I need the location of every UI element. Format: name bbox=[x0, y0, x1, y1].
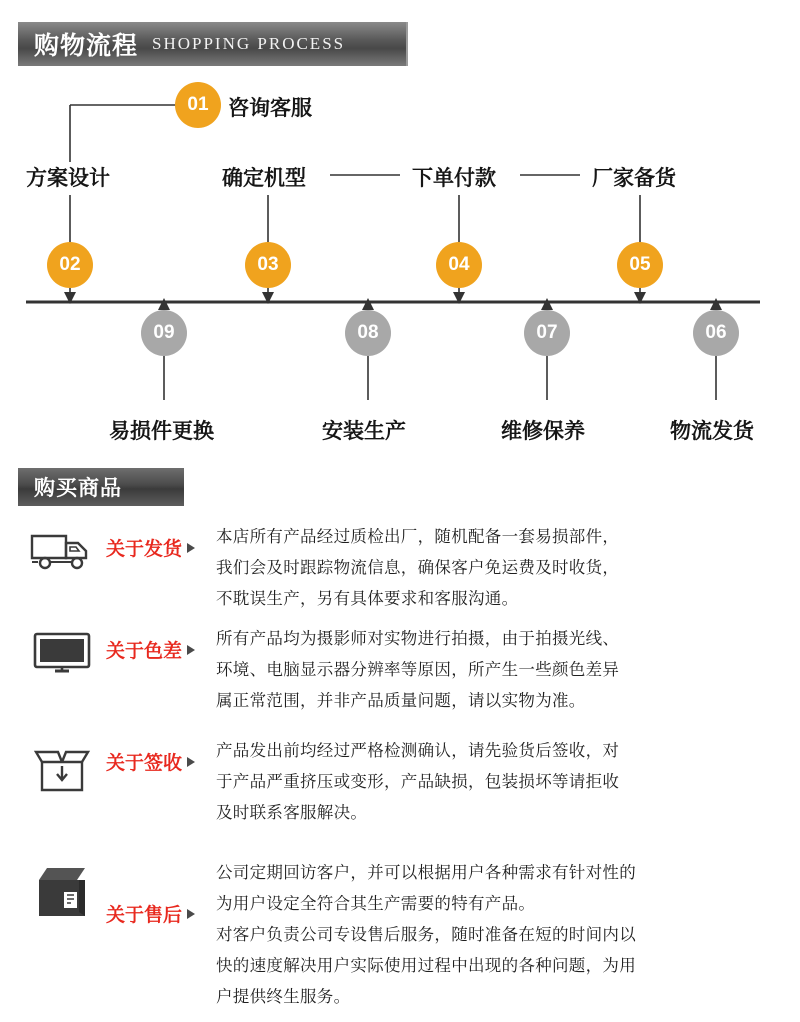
flow-node-03-number: 03 bbox=[257, 254, 279, 275]
shipping-line-2: 我们会及时跟踪物流信息，确保客户免运费及时收货， bbox=[216, 559, 620, 577]
signing-line-1: 产品发出前均经过严格检测确认，请先验货后签收，对 bbox=[216, 742, 620, 760]
flow-node-08 bbox=[345, 310, 391, 356]
after-sales-line-1: 公司定期回访客户，并可以根据用户各种需求有针对性的 bbox=[216, 864, 636, 882]
flow-node-04 bbox=[436, 242, 482, 288]
flow-node-02 bbox=[47, 242, 93, 288]
monitor-icon bbox=[18, 624, 106, 678]
flow-node-01-number: 01 bbox=[187, 94, 209, 115]
flow-node-03 bbox=[245, 242, 291, 288]
after-sales-line-5: 户提供终生服务。 bbox=[216, 988, 351, 1006]
open-box-icon bbox=[18, 736, 106, 796]
arrow-right-icon bbox=[187, 757, 195, 767]
flow-label-01: 咨询客服 bbox=[228, 97, 312, 120]
flow-label-06: 物流发货 bbox=[670, 420, 754, 443]
signing-body bbox=[216, 736, 782, 829]
flow-node-09-number: 09 bbox=[153, 322, 175, 343]
arrow-right-icon bbox=[187, 543, 195, 553]
signing-line-2: 于产品严重挤压或变形，产品缺损，包装损坏等请拒收 bbox=[216, 773, 620, 791]
after-sales-tag bbox=[106, 858, 216, 927]
flow-node-08-number: 08 bbox=[357, 322, 379, 343]
shopping-process-banner bbox=[18, 22, 408, 66]
flow-node-06 bbox=[693, 310, 739, 356]
flow-node-09 bbox=[141, 310, 187, 356]
signing-tag bbox=[106, 736, 216, 775]
after-sales-line-2: 为用户设定全符合其生产需要的特有产品。 bbox=[216, 895, 536, 913]
flowchart-connectors bbox=[0, 70, 800, 460]
shopping-process-title: 购物流程 bbox=[34, 32, 139, 60]
after-sales-body bbox=[216, 858, 782, 1013]
flow-node-01 bbox=[175, 82, 221, 128]
arrow-right-icon bbox=[187, 909, 195, 919]
flow-node-07-number: 07 bbox=[536, 322, 558, 343]
flow-label-05: 厂家备货 bbox=[592, 167, 676, 190]
flow-node-05-number: 05 bbox=[629, 254, 651, 275]
arrow-right-icon bbox=[187, 645, 195, 655]
color-line-1: 所有产品均为摄影师对实物进行拍摄，由于拍摄光线、 bbox=[216, 630, 620, 648]
buy-goods-banner bbox=[18, 468, 184, 506]
flow-node-07 bbox=[524, 310, 570, 356]
info-row-color bbox=[18, 624, 782, 717]
after-sales-line-4: 快的速度解决用户实际使用过程中出现的各种问题，为用 bbox=[216, 957, 636, 975]
after-sales-tag-text: 关于售后 bbox=[106, 905, 183, 926]
shopping-process-flowchart bbox=[0, 70, 800, 460]
flow-node-02-number: 02 bbox=[59, 254, 81, 275]
flow-label-08: 安装生产 bbox=[322, 420, 406, 443]
color-body bbox=[216, 624, 782, 717]
shipping-line-1: 本店所有产品经过质检出厂，随机配备一套易损部件， bbox=[216, 528, 620, 546]
info-row-shipping bbox=[18, 522, 782, 615]
flow-node-04-number: 04 bbox=[448, 254, 470, 275]
shipping-tag bbox=[106, 522, 216, 561]
flow-node-06-number: 06 bbox=[705, 322, 727, 343]
info-row-after-sales bbox=[18, 858, 782, 1013]
shipping-tag-text: 关于发货 bbox=[106, 539, 183, 560]
flow-label-09: 易损件更换 bbox=[109, 420, 214, 443]
sealed-box-icon bbox=[18, 858, 106, 920]
color-tag bbox=[106, 624, 216, 663]
flow-node-05 bbox=[617, 242, 663, 288]
truck-icon bbox=[18, 522, 106, 574]
flow-label-07: 维修保养 bbox=[501, 420, 585, 443]
flow-label-02: 方案设计 bbox=[26, 167, 110, 190]
color-line-3: 属正常范围，并非产品质量问题，请以实物为准。 bbox=[216, 692, 586, 710]
buy-goods-title: 购买商品 bbox=[34, 477, 122, 500]
flow-label-04: 下单付款 bbox=[412, 167, 496, 190]
flow-label-03: 确定机型 bbox=[222, 167, 306, 190]
shopping-process-subtitle: SHOPPING PROCESS bbox=[152, 34, 346, 53]
signing-tag-text: 关于签收 bbox=[106, 753, 183, 774]
after-sales-line-3: 对客户负责公司专设售后服务，随时准备在短的时间内以 bbox=[216, 926, 636, 944]
shipping-body bbox=[216, 522, 782, 615]
color-line-2: 环境、电脑显示器分辨率等原因，所产生一些颜色差异 bbox=[216, 661, 620, 679]
info-row-signing bbox=[18, 736, 782, 829]
signing-line-3: 及时联系客服解决。 bbox=[216, 804, 368, 822]
shipping-line-3: 不耽误生产，另有具体要求和客服沟通。 bbox=[216, 590, 519, 608]
color-tag-text: 关于色差 bbox=[106, 641, 183, 662]
